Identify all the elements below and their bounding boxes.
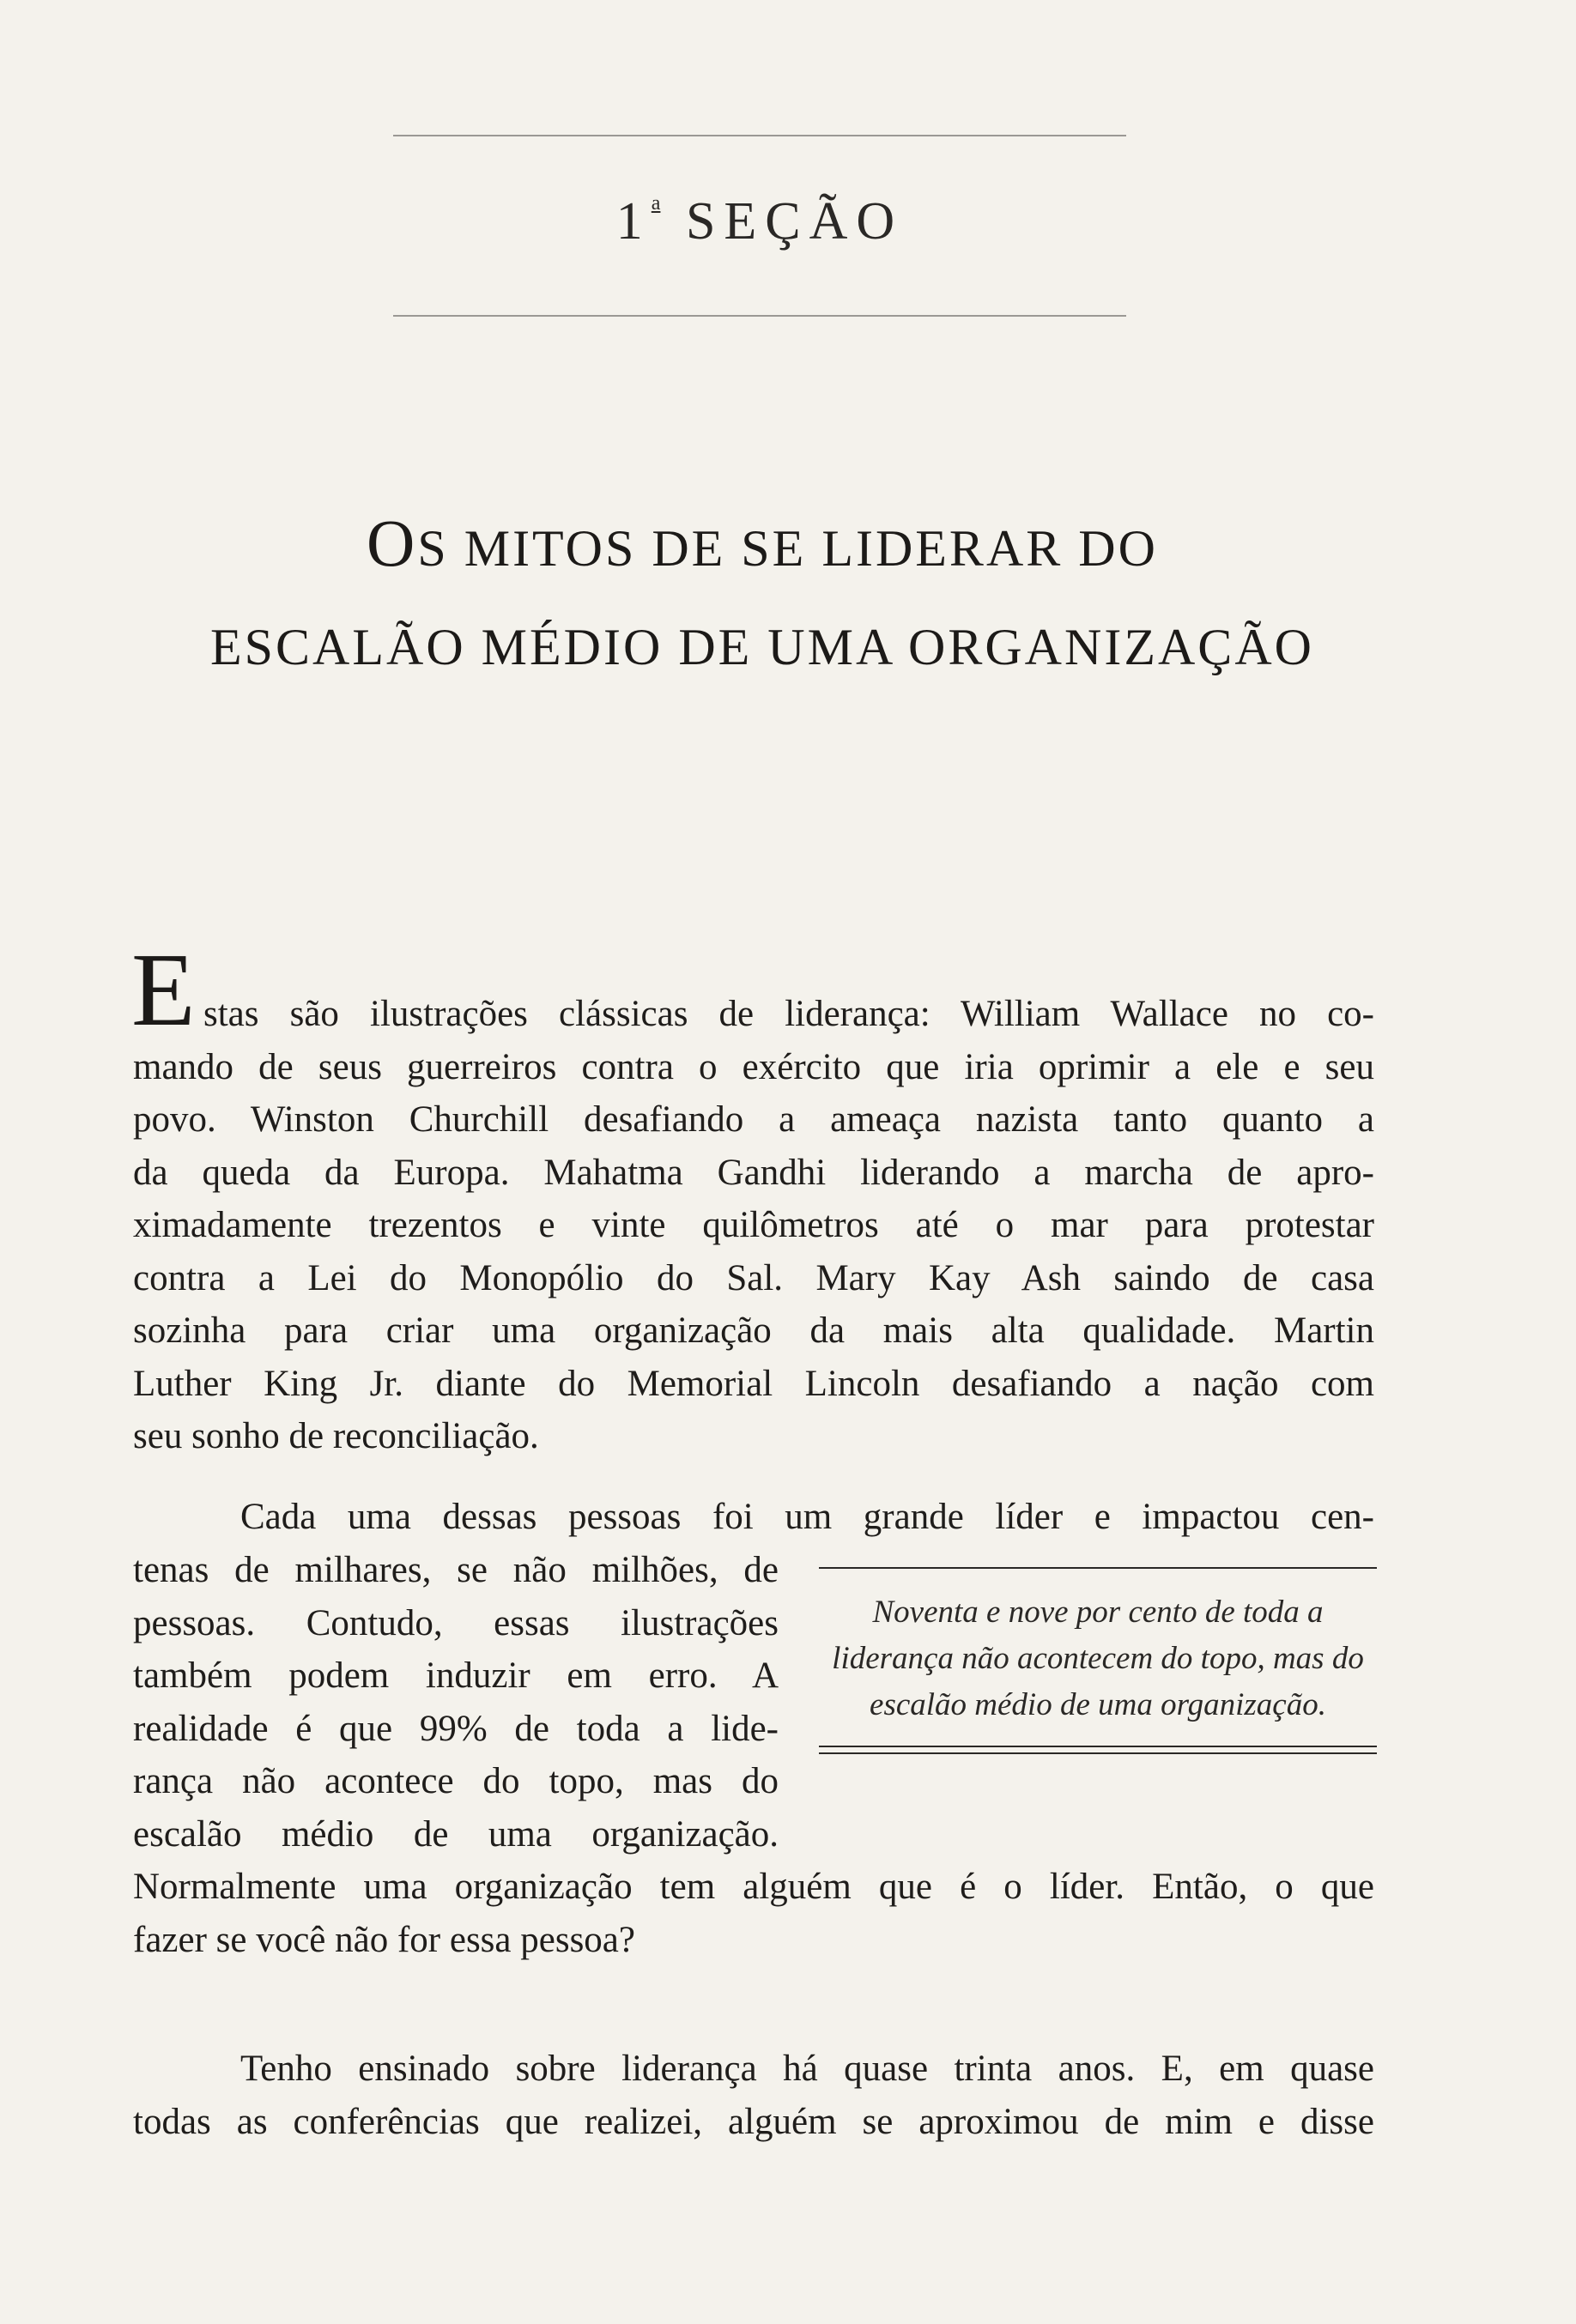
- chapter-title-cap: O: [367, 505, 418, 580]
- text-line: Tenho ensinado sobre liderança há quase trinta anos. E, em quase: [240, 2049, 1374, 2089]
- paragraph-2-continued: [133, 1861, 1374, 1966]
- text-line: sozinha para criar uma organização da mais alta qualidade. Martin: [133, 1310, 1374, 1351]
- chapter-title-line-1-text: S MITOS DE SE LIDERAR DO: [417, 520, 1158, 577]
- pull-quote-bottom-rule-2: [819, 1752, 1377, 1754]
- section-bottom-rule: [393, 315, 1126, 317]
- paragraph-3: [133, 2043, 1374, 2148]
- text-line: ximadamente trezentos e vinte quilômetros até o mar para protestar: [133, 1205, 1374, 1245]
- text-line: mando de seus guerreiros contra o exército que iria oprimir a ele e seu: [133, 1046, 1374, 1087]
- text-line: contra a Lei do Monopólio do Sal. Mary Kay Ash saindo de casa: [133, 1257, 1374, 1298]
- section-heading: [393, 192, 1126, 251]
- text-line: também podem induzir em erro. A: [133, 1655, 779, 1696]
- section-ordinal: a: [651, 192, 661, 215]
- paragraph-2-narrow: [133, 1544, 779, 1861]
- drop-cap: E: [131, 932, 196, 1048]
- text-line: rança não acontece do topo, mas do: [133, 1761, 779, 1801]
- text-line: fazer se você não for essa pessoa?: [133, 1919, 635, 1960]
- chapter-title-line-2: ESCALÃO MÉDIO DE UMA ORGANIZAÇÃO: [210, 619, 1314, 675]
- text-line: da queda da Europa. Mahatma Gandhi liderando a marcha de apro-: [133, 1152, 1374, 1193]
- text-line: seu sonho de reconciliação.: [133, 1416, 539, 1456]
- text-line: Luther King Jr. diante do Memorial Lincoln desafiando a nação com: [133, 1363, 1374, 1404]
- chapter-title-line-1: [103, 493, 1421, 598]
- text-line: povo. Winston Churchill desafiando a ameaça nazista tanto quanto a: [133, 1099, 1374, 1140]
- text-line: tenas de milhares, se não milhões, de: [133, 1550, 779, 1590]
- section-label: SEÇÃO: [685, 192, 904, 251]
- text-line: Normalmente uma organização tem alguém que é o líder. Então, o que: [133, 1867, 1374, 1907]
- paragraph-2: [133, 1491, 1374, 1544]
- section-top-rule: [393, 135, 1126, 136]
- section-number: 1: [615, 192, 652, 251]
- pull-quote: [819, 1567, 1377, 1754]
- pull-quote-bottom-rule: [819, 1746, 1377, 1747]
- text-line: escalão médio de uma organização.: [133, 1813, 779, 1855]
- text-line: pessoas. Contudo, essas ilustrações: [133, 1602, 779, 1643]
- text-line: todas as conferências que realizei, alguém se aproximou de mim e disse: [133, 2101, 1374, 2142]
- chapter-title: [103, 493, 1421, 697]
- pull-quote-text: Noventa e nove por cento de toda a liderança não acontecem do topo, mas do escalão médio de uma organização.: [832, 1595, 1364, 1722]
- text-line: Cada uma dessas pessoas foi um grande líder e impactou cen-: [240, 1497, 1374, 1537]
- paragraph-1: [133, 988, 1374, 1463]
- text-line: stas são ilustrações clássicas de liderança: William Wallace no co-: [203, 994, 1374, 1034]
- text-line: realidade é que 99% de toda a lide-: [133, 1708, 779, 1749]
